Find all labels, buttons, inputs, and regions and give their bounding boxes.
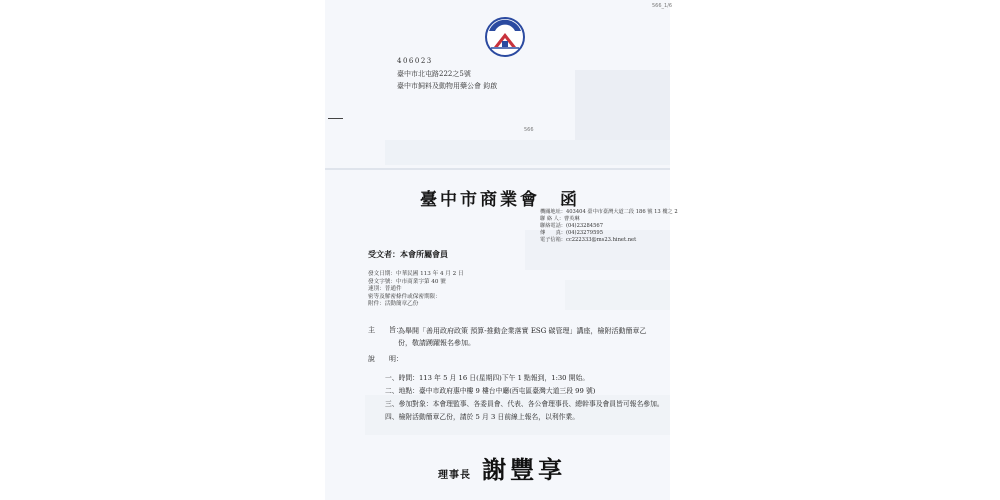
- signature-block: [438, 450, 566, 485]
- speed-class: 速別：普通件: [368, 286, 402, 293]
- contact-block: [540, 209, 678, 244]
- fold-line: [325, 168, 670, 170]
- subject-text: 為舉開「善用政府政策 預算-推動企業落實 ESG 碳管理」講座，檢附活動簡章乙份，敬請踴躍報名參加。: [398, 327, 647, 347]
- issue-number: 發文字號：中市商業字第 40 號: [368, 278, 446, 285]
- postal-address: 臺中市北屯路222之5號: [397, 70, 471, 78]
- postal-recipient: 臺中市飼料及動物用藥公會 鈞啟: [397, 82, 498, 90]
- background-artwork: [565, 280, 670, 310]
- contact-fax: 傳 真：(04)23279595: [540, 230, 603, 236]
- recipient-line: 受文者：本會所屬會員: [368, 249, 448, 259]
- postal-code: 406023: [397, 57, 433, 65]
- signature-title: 理事長: [438, 470, 471, 481]
- issue-date: 發文日期：中華民國 113 年 4 月 2 日: [368, 271, 464, 277]
- explanation-list: [385, 372, 665, 424]
- list-item: 三、參加對象：本會理監事、各委員會、代表、各公會理事長、總幹事及會員皆可報名參加。: [385, 400, 664, 408]
- document-meta: [368, 271, 464, 309]
- subject-label: 主 旨：: [368, 326, 403, 334]
- security-class: 密等及解密條件或保密期限：: [368, 293, 441, 300]
- contact-person: 聯 絡 人：曹英琳: [540, 216, 580, 222]
- margin-mark: [328, 118, 343, 119]
- contact-email: 電子信箱：cc222333@ms23.hinet.net: [540, 237, 637, 243]
- small-reference: 566: [524, 127, 534, 133]
- list-item: 一、時間：113 年 5 月 16 日(星期四)下午 1 點報到，1:30 開始。: [385, 374, 590, 382]
- document-title: 臺中市商業會 函: [420, 190, 580, 210]
- explanation-label: 說 明：: [368, 355, 403, 363]
- background-artwork: [385, 140, 670, 165]
- contact-phone: 聯絡電話：(04)23284567: [540, 223, 603, 229]
- association-logo-icon: [485, 17, 525, 57]
- signature-name: 謝豐享: [482, 455, 567, 484]
- list-item: 四、檢附活動簡章乙份，請於 5 月 3 日前線上報名，以利作業。: [385, 413, 580, 421]
- list-item: 二、地點：臺中市政府惠中樓 9 樓台中廳(西屯區臺灣大道三段 99 號): [385, 387, 596, 395]
- attachment: 附件：活動簡章乙份: [368, 301, 419, 308]
- page-reference: 566_1/6: [652, 3, 673, 9]
- contact-address: 機關地址：403404 臺中市臺灣大道二段 186 號 13 樓之 2: [540, 209, 678, 215]
- background-artwork: [575, 70, 670, 140]
